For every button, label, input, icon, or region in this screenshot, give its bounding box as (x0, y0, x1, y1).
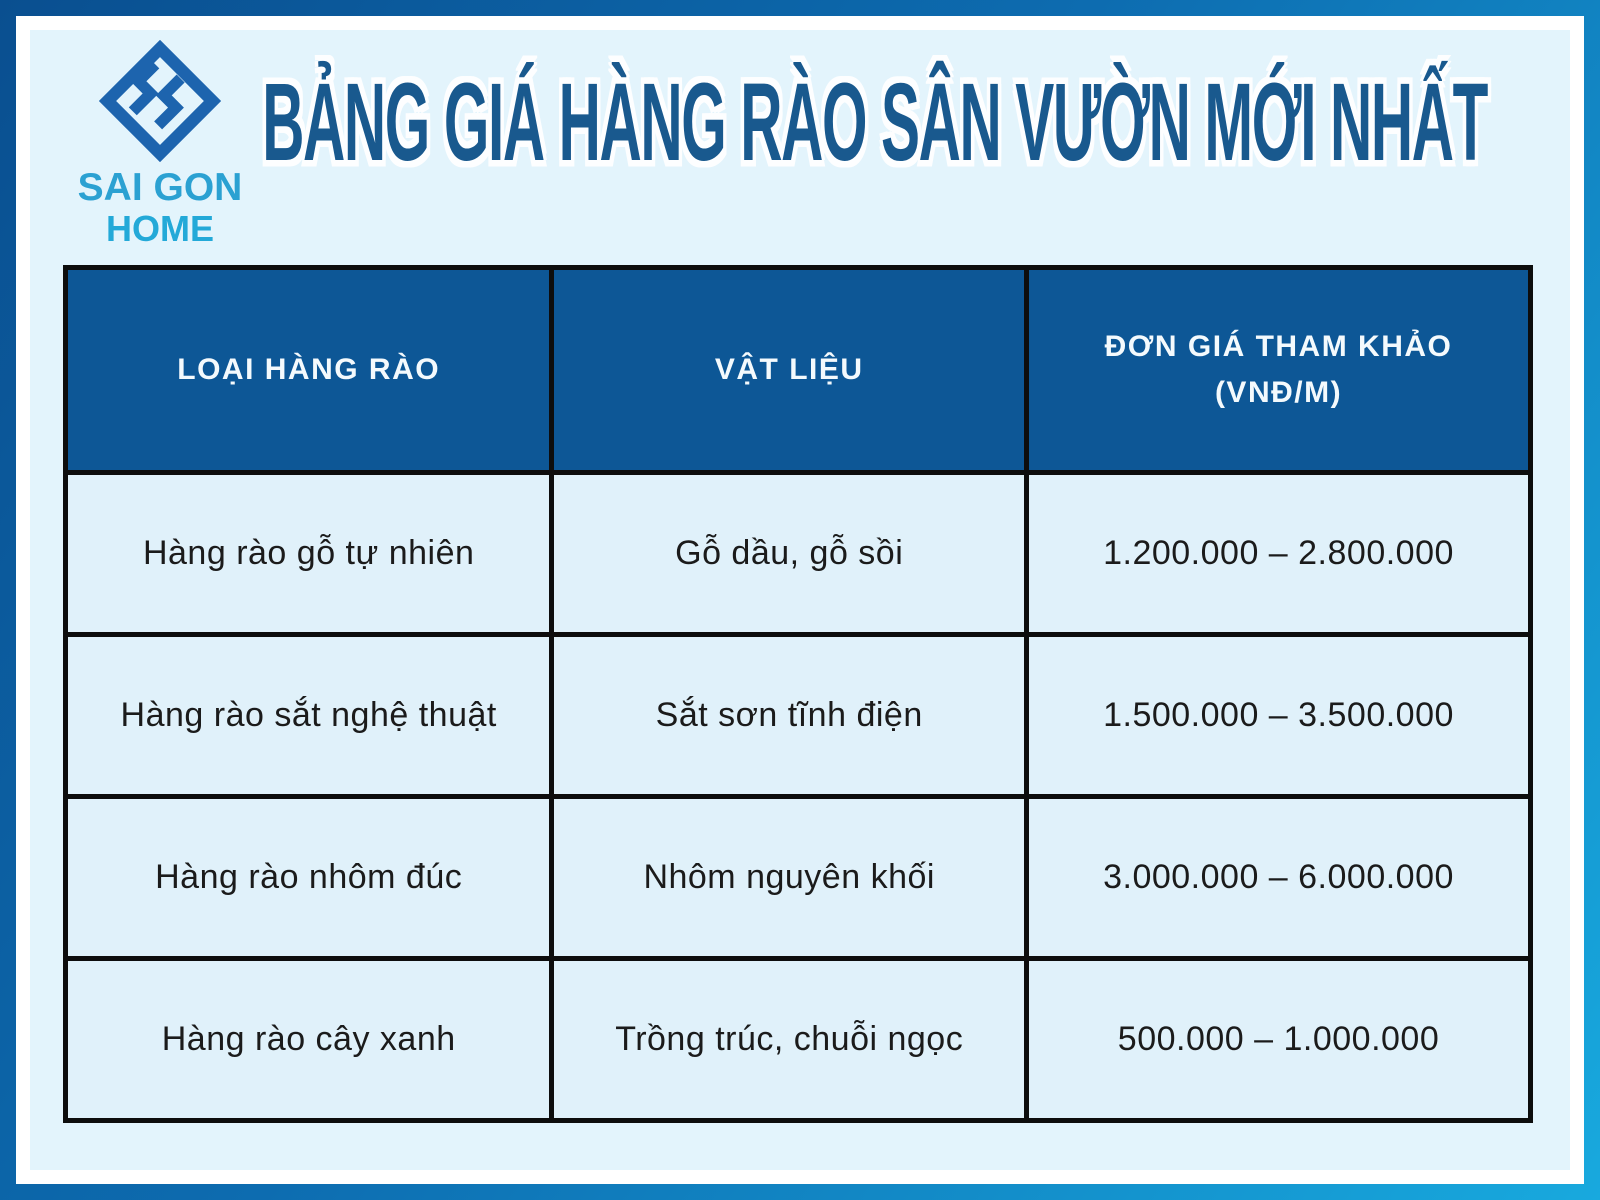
fence-price-table (63, 265, 1533, 1123)
saigon-home-logo (72, 40, 248, 250)
column-header-price-unit: (VNĐ/M) (1214, 376, 1343, 409)
price-cell: 1.500.000 – 3.500.000 (1027, 635, 1531, 797)
diamond-ss-logo-icon (99, 40, 221, 162)
material-cell: Trồng trúc, chuỗi ngọc (552, 959, 1027, 1121)
table-row (66, 959, 1531, 1121)
material-cell: Nhôm nguyên khối (552, 797, 1027, 959)
table-header-row (66, 268, 1531, 473)
fence-type-cell: Hàng rào sắt nghệ thuật (66, 635, 552, 797)
page-title: BẢNG GIÁ HÀNG RÀO SÂN VƯỜN MỚI NHẤT (262, 60, 1488, 184)
table-row (66, 635, 1531, 797)
price-cell: 3.000.000 – 6.000.000 (1027, 797, 1531, 959)
material-cell: Sắt sơn tĩnh điện (552, 635, 1027, 797)
price-cell: 1.200.000 – 2.800.000 (1027, 473, 1531, 635)
fence-type-cell: Hàng rào gỗ tự nhiên (66, 473, 552, 635)
material-cell: Gỗ dầu, gỗ sồi (552, 473, 1027, 635)
fence-type-cell: Hàng rào nhôm đúc (66, 797, 552, 959)
fence-type-cell: Hàng rào cây xanh (66, 959, 552, 1121)
table-row (66, 473, 1531, 635)
column-header-material: VẬT LIỆU (552, 268, 1027, 473)
price-cell: 500.000 – 1.000.000 (1027, 959, 1531, 1121)
column-header-price-label: ĐƠN GIÁ THAM KHẢO (1104, 329, 1453, 363)
column-header-fence-type: LOẠI HÀNG RÀO (66, 268, 552, 473)
logo-text-home: HOME (106, 208, 214, 249)
table-row (66, 797, 1531, 959)
title-container (262, 48, 1488, 198)
logo-text-saigon: SAI GON (77, 166, 243, 209)
column-header-price (1027, 268, 1531, 473)
